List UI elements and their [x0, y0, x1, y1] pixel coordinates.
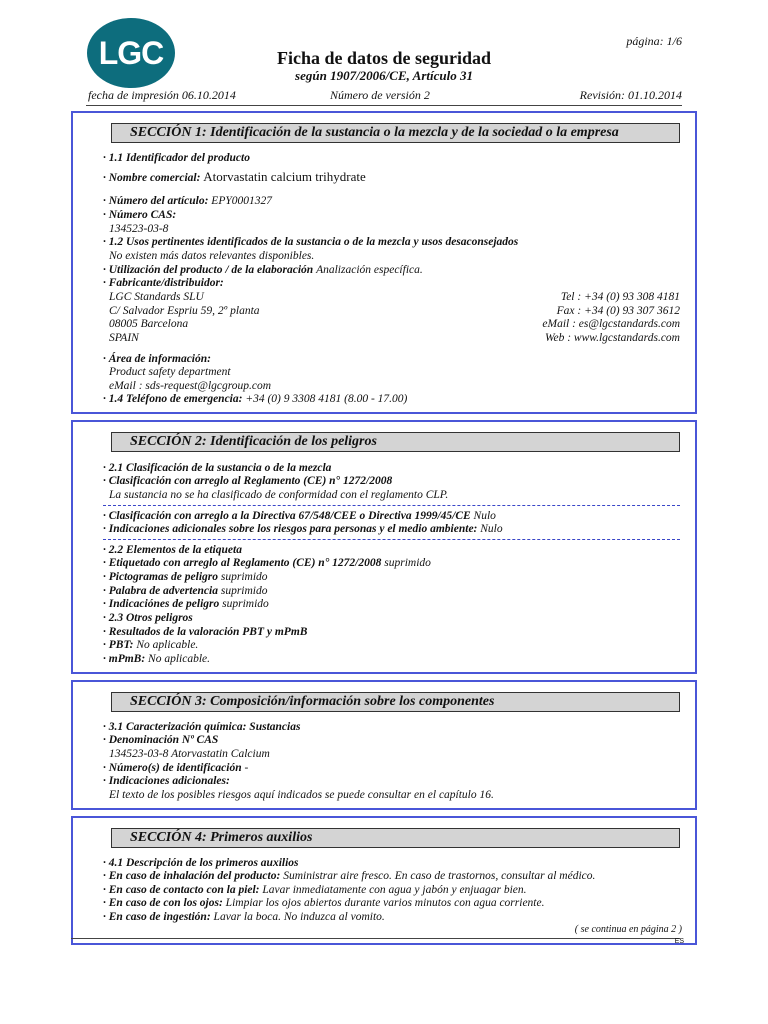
section-3: [71, 680, 697, 810]
s1-line: eMail : sds-request@lgcgroup.com: [109, 380, 272, 392]
s2-line: · 2.1 Clasificación de la sustancia o de la mezcla: [103, 462, 332, 474]
s2-line: · Etiquetado con arreglo al Reglamento (CE) n° 1272/2008 suprimido: [103, 557, 431, 569]
logo-text: LGC: [98, 34, 164, 71]
section-4-heading: SECCIÓN 4: Primeros auxilios: [111, 828, 680, 848]
s2-line: · Indicaciones adicionales sobre los riesgos para personas y el medio ambiente: Nulo: [103, 523, 503, 535]
s1-line: · Número CAS:: [103, 209, 177, 221]
s2-line: · Clasificación con arreglo al Reglamento (CE) n° 1272/2008: [103, 475, 393, 487]
s2-line: · 2.3 Otros peligros: [103, 612, 193, 624]
s2-line: · Resultados de la valoración PBT y mPmB: [103, 626, 308, 638]
s1-line: · 1.4 Teléfono de emergencia: +34 (0) 9 3308 4181 (8.00 - 17.00): [103, 393, 408, 405]
s2-line: La sustancia no se ha clasificado de conformidad con el reglamento CLP.: [109, 489, 449, 501]
dashed-divider: [103, 505, 680, 506]
s1-line: · 1.2 Usos pertinentes identificados de la sustancia o de la mezcla y usos desaconsejados: [103, 236, 519, 248]
section-2: [71, 420, 697, 674]
s2-line: · 2.2 Elementos de la etiqueta: [103, 544, 242, 556]
s2-line: · mPmB: No aplicable.: [103, 653, 211, 665]
s3-line: · 3.1 Caracterización química: Sustancias: [103, 721, 301, 733]
s1-line: C/ Salvador Espriu 59, 2º planta Fax : +34 (0) 93 307 3612: [109, 305, 680, 317]
footer-divider: [71, 938, 680, 939]
s2-line: · Indicaciónes de peligro suprimido: [103, 598, 269, 610]
s4-line: · 4.1 Descripción de los primeros auxilios: [103, 857, 299, 869]
s2-line: · Palabra de advertencia suprimido: [103, 585, 268, 597]
s3-line: · Denominación Nº CAS: [103, 734, 219, 746]
section-3-heading: SECCIÓN 3: Composición/información sobre los componentes: [111, 692, 680, 712]
language-code: ES: [674, 938, 684, 945]
s3-line: · Número(s) de identificación -: [103, 762, 249, 774]
s3-line: 134523-03-8 Atorvastatin Calcium: [109, 748, 270, 760]
s1-line: · Número del artículo: EPY0001327: [103, 195, 272, 207]
s4-line: · En caso de ingestión: Lavar la boca. No induzca al vomito.: [103, 911, 385, 923]
section-1: [71, 111, 697, 414]
continue-note: ( se continua en página 2 ): [574, 924, 682, 935]
s1-line: · Nombre comercial: Atorvastatin calcium trihydrate: [103, 169, 366, 184]
section-2-heading: SECCIÓN 2: Identificación de los peligros: [111, 432, 680, 452]
s1-line: LGC Standards SLU Tel : +34 (0) 93 308 4181: [109, 291, 680, 303]
s2-line: · Clasificación con arreglo a la Directiva 67/548/CEE o Directiva 1999/45/CE Nulo: [103, 510, 496, 522]
s1-line: SPAIN Web : www.lgcstandards.com: [109, 332, 680, 344]
s2-line: · PBT: No aplicable.: [103, 639, 199, 651]
s3-line: El texto de los posibles riesgos aquí indicados se puede consultar en el capítulo 16.: [109, 789, 494, 801]
s1-line: · Área de información:: [103, 353, 211, 365]
document-title: Ficha de datos de seguridad: [276, 48, 492, 68]
s1-line: No existen más datos relevantes disponibles.: [109, 250, 315, 262]
s4-line: · En caso de inhalación del producto: Suministrar aire fresco. En caso de trastornos, consultar al médico.: [103, 870, 596, 882]
s1-line: · Utilización del producto / de la elaboración Analización específica.: [103, 264, 423, 276]
version-number: Número de versión 2: [330, 88, 430, 102]
document-subtitle: según 1907/2006/CE, Artículo 31: [295, 68, 473, 83]
page-number: página: 1/6: [626, 34, 682, 48]
print-date: fecha de impresión 06.10.2014: [88, 88, 236, 102]
s1-line: Product safety department: [109, 366, 231, 378]
s1-line: 08005 Barcelona eMail : es@lgcstandards.com: [109, 318, 680, 330]
s4-line: · En caso de contacto con la piel: Lavar inmediatamente con agua y jabón y enjuagar bien.: [103, 884, 527, 896]
s3-line: · Indicaciones adicionales:: [103, 775, 230, 787]
dashed-divider: [103, 539, 680, 540]
s1-line: 134523-03-8: [109, 223, 169, 235]
section-1-heading: SECCIÓN 1: Identificación de la sustancia o la mezcla y de la sociedad o la empresa: [111, 123, 680, 143]
header-divider: [86, 105, 682, 106]
revision-date: Revisión: 01.10.2014: [579, 88, 682, 102]
s1-line: · 1.1 Identificador del producto: [103, 152, 250, 164]
s1-line: · Fabricante/distribuidor:: [103, 277, 224, 289]
s4-line: · En caso de con los ojos: Limpiar los ojos abiertos durante varios minutos con agua corriente.: [103, 897, 545, 909]
s2-line: · Pictogramas de peligro suprimido: [103, 571, 268, 583]
